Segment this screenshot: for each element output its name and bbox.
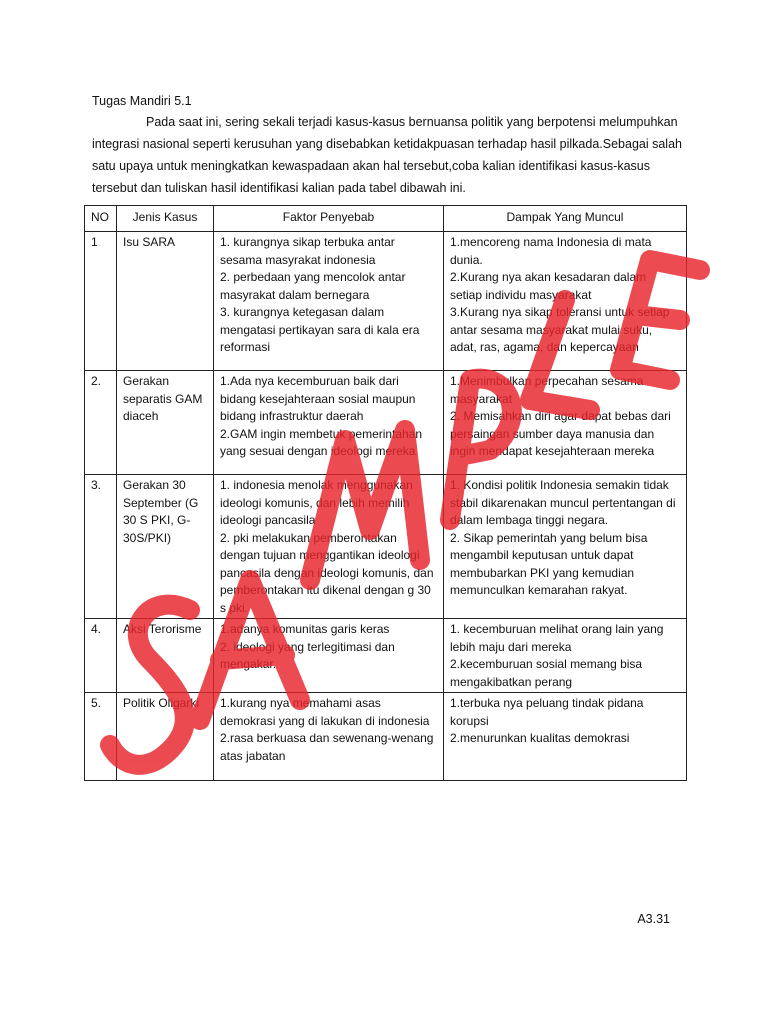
impact-item: 1. kecemburuan melihat orang lain yang lebih maju dari mereka [450,622,664,654]
cell-case: Politik Oligarki [117,693,214,781]
cell-causes [214,232,444,371]
table-row [85,371,687,475]
cell-no: 2. [85,371,117,475]
impact-item: 1.Menimbulkan perpecahan sesama masyarakat [450,374,644,406]
page-title: Tugas Mandiri 5.1 [92,94,192,108]
cell-causes [214,619,444,693]
cell-causes [214,475,444,619]
cell-case: Gerakan 30 September (G 30 S PKI, G-30S/PKI) [117,475,214,619]
cause-item: 3. kurangnya ketegasan dalam mengatasi pertikayan sara di kala era reformasi [220,305,420,354]
cause-item: 1.adanya komunitas garis keras [220,622,390,636]
cases-table [84,205,687,781]
header-causes: Faktor Penyebab [214,206,444,232]
cause-item: 2. pki melakukan pemberontakan dengan tujuan menggantikan ideologi pancasila dengan ideologi komunis, dan pemberontakan itu dikenal dengan g 30 s pki. [220,530,434,615]
cell-case: Isu SARA [117,232,214,371]
cause-item: 1.kurang nya memahami asas demokrasi yang di lakukan di indonesia [220,696,430,728]
impact-item: 1.terbuka nya peluang tindak pidana korupsi [450,696,644,728]
cause-item: 2.rasa berkuasa dan sewenang-wenang atas jabatan [220,731,434,763]
cause-item: 1.Ada nya kecemburuan baik dari bidang kesejahteraan sosial maupun bidang infrastruktur daerah [220,374,416,423]
cell-no: 1 [85,232,117,371]
intro-paragraph: Pada saat ini, sering sekali terjadi kasus-kasus bernuansa politik yang berpotensi melumpuhkan integrasi nasional seperti kerusuhan yang disebabkan ketidakpuasan terhadap hasil pilkada.Sebagai salah satu upaya untuk meningkatkan kewaspadaan akan hal tersebut,coba kalian identifikasi kasus-kasus tersebut dan tuliskan hasil identifikasi kalian pada tabel dibawah ini. [92,115,682,195]
impact-item: 1. Kondisi politik Indonesia semakin tidak stabil dikarenakan muncul pertentangan di dalam lembaga tinggi negara. [450,478,676,527]
cause-item: 1. indonesia menolak menggunakan ideologi komunis, dan lebih memilih ideologi pancasila [220,478,413,527]
impact-item: 3.Kurang nya sikap toleransi untuk setiap antar sesama masyarakat mulai suku, adat, ras, agama, dan kepercayaan [450,305,670,354]
page-number: A3.31 [637,912,670,926]
cell-causes [214,371,444,475]
table-row [85,693,687,781]
impact-item: 2.kecemburuan sosial memang bisa mengakibatkan perang [450,657,643,689]
cell-no: 5. [85,693,117,781]
cell-no: 4. [85,619,117,693]
header-impacts: Dampak Yang Muncul [444,206,687,232]
cell-causes [214,693,444,781]
cell-case: Gerakan separatis GAM diaceh [117,371,214,475]
cell-impacts [444,693,687,781]
cell-no: 3. [85,475,117,619]
table-body [85,232,687,781]
cell-case: Aksi Terorisme [117,619,214,693]
header-no: NO [85,206,117,232]
header-case: Jenis Kasus [117,206,214,232]
table-row [85,232,687,371]
cause-item: 2. perbedaan yang mencolok antar masyrakat dalam bernegara [220,270,406,302]
impact-item: 1.mencoreng nama Indonesia di mata dunia. [450,235,652,267]
table-row [85,475,687,619]
cell-impacts [444,371,687,475]
table-header-row [85,206,687,232]
cause-item: 2. ideologi yang terlegitimasi dan mengakar. [220,639,395,671]
impact-item: 2. Memisahkan diri agar dapat bebas dari persaingan sumber daya manusia dan ingin mendapat kesejahteraan mereka [450,409,671,458]
cell-impacts [444,619,687,693]
cell-impacts [444,232,687,371]
impact-item: 2.menurunkan kualitas demokrasi [450,731,630,745]
cause-item: 1. kurangnya sikap terbuka antar sesama masyrakat indonesia [220,235,395,267]
table-row [85,619,687,693]
cell-impacts [444,475,687,619]
impact-item: 2.Kurang nya akan kesadaran dalam setiap individu masyarakat [450,270,647,302]
cause-item: 2.GAM ingin membetuk pemerintahan yang sesuai dengan ideologi mereka [220,426,423,458]
impact-item: 2. Sikap pemerintah yang belum bisa mengambil keputusan untuk dapat membubarkan PKI yang kemudian memunculkan kemarahan rakyat. [450,530,648,597]
